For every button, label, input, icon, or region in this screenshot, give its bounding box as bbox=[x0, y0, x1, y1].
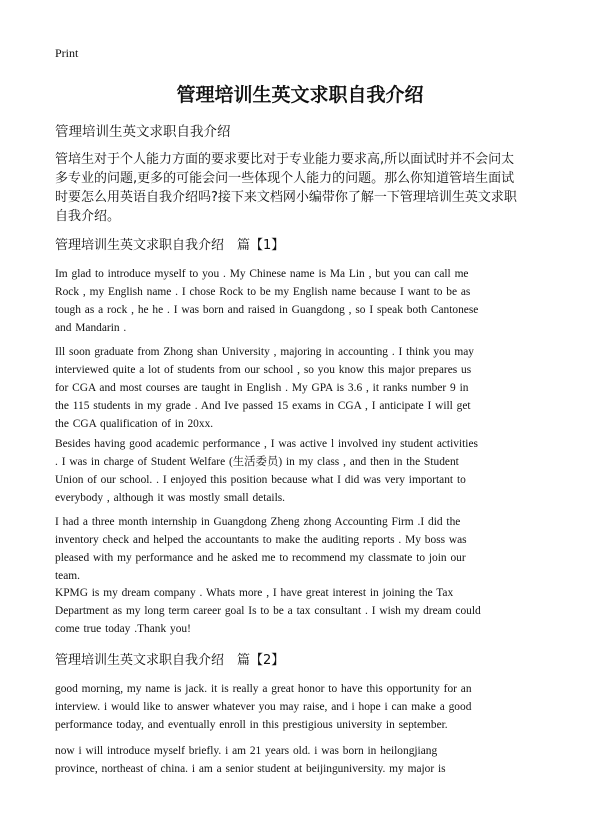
s1-paragraph-5 bbox=[55, 584, 545, 638]
paragraph-line: Im glad to introduce myself to you . My Chinese name is Ma Lin , but you can call me bbox=[55, 268, 469, 280]
intro-line: 多专业的问题,更多的可能会问一些体现个人能力的问题。那么你知道管培生面试 bbox=[55, 171, 515, 186]
s1-paragraph-2 bbox=[55, 343, 545, 433]
paragraph-line: . I was in charge of Student Welfare (生活委员) in my class , and then in the Student bbox=[55, 456, 459, 468]
paragraph-line: province, northeast of china. i am a senior student at beijinguniversity. my major is bbox=[55, 763, 446, 775]
paragraph-line: good morning, my name is jack. it is really a great honor to have this opportunity for an bbox=[55, 683, 472, 695]
paragraph-line: Rock , my English name . I chose Rock to be my English name because I want to be as bbox=[55, 286, 471, 298]
section-2-heading: 管理培训生英文求职自我介绍 篇【2】 bbox=[55, 653, 285, 668]
paragraph-line: tough as a rock , he he . I was born and raised in Guangdong , so I speak both Cantonese bbox=[55, 304, 479, 316]
paragraph-line: interviewed quite a lot of students from our school , so you know this major prepares us bbox=[55, 364, 472, 376]
s1-paragraph-1 bbox=[55, 265, 545, 337]
print-link[interactable]: Print bbox=[55, 46, 79, 60]
paragraph-line: interview. i would like to answer whatever you may raise, and i hope i can make a good bbox=[55, 701, 472, 713]
paragraph-line: team. bbox=[55, 570, 80, 582]
document-title: 管理培训生英文求职自我介绍 bbox=[176, 84, 424, 106]
paragraph-line: I had a three month internship in Guangdong Zheng zhong Accounting Firm .I did the bbox=[55, 516, 461, 528]
paragraph-line: and Mandarin . bbox=[55, 322, 127, 334]
document-subtitle: 管理培训生英文求职自我介绍 bbox=[55, 124, 231, 140]
paragraph-line: KPMG is my dream company . Whats more , I have great interest in joining the Tax bbox=[55, 587, 454, 599]
paragraph-line: come true today .Thank you! bbox=[55, 623, 191, 635]
s1-paragraph-3 bbox=[55, 435, 545, 507]
paragraph-line: Department as my long term career goal Is to be a tax consultant . I wish my dream could bbox=[55, 605, 481, 617]
s2-paragraph-2 bbox=[55, 742, 545, 778]
paragraph-line: everybody , although it was mostly small details. bbox=[55, 492, 286, 504]
paragraph-line: Ill soon graduate from Zhong shan University , majoring in accounting . I think you may bbox=[55, 346, 474, 358]
intro-paragraph bbox=[55, 150, 545, 226]
paragraph-line: pleased with my performance and he asked me to recommend my classmate to join our bbox=[55, 552, 466, 564]
intro-line: 自我介绍。 bbox=[55, 209, 121, 224]
section-1-heading: 管理培训生英文求职自我介绍 篇【1】 bbox=[55, 238, 285, 253]
paragraph-line: inventory check and helped the accountants to make the auditing reports . My boss was bbox=[55, 534, 467, 546]
paragraph-line: now i will introduce myself briefly. i am 21 years old. i was born in heilongjiang bbox=[55, 745, 438, 757]
paragraph-line: for CGA and most courses are taught in English . My GPA is 3.6 , it ranks number 9 in bbox=[55, 382, 469, 394]
s2-paragraph-1 bbox=[55, 680, 545, 734]
intro-line: 时要怎么用英语自我介绍吗?接下来文档网小编带你了解一下管理培训生英文求职 bbox=[55, 190, 517, 205]
paragraph-line: performance today, and eventually enroll in this prestigious university in september. bbox=[55, 719, 448, 731]
s1-paragraph-4 bbox=[55, 513, 545, 585]
paragraph-line: Union of our school. . I enjoyed this position because what I did was very important to bbox=[55, 474, 466, 486]
intro-line: 管培生对于个人能力方面的要求要比对于专业能力要求高,所以面试时并不会问太 bbox=[55, 152, 515, 167]
paragraph-line: Besides having good academic performance , I was active l involved iny student activities bbox=[55, 438, 478, 450]
paragraph-line: the 115 students in my grade . And Ive passed 15 exams in CGA , I anticipate I will get bbox=[55, 400, 471, 412]
paragraph-line: the CGA qualification of in 20xx. bbox=[55, 418, 214, 430]
